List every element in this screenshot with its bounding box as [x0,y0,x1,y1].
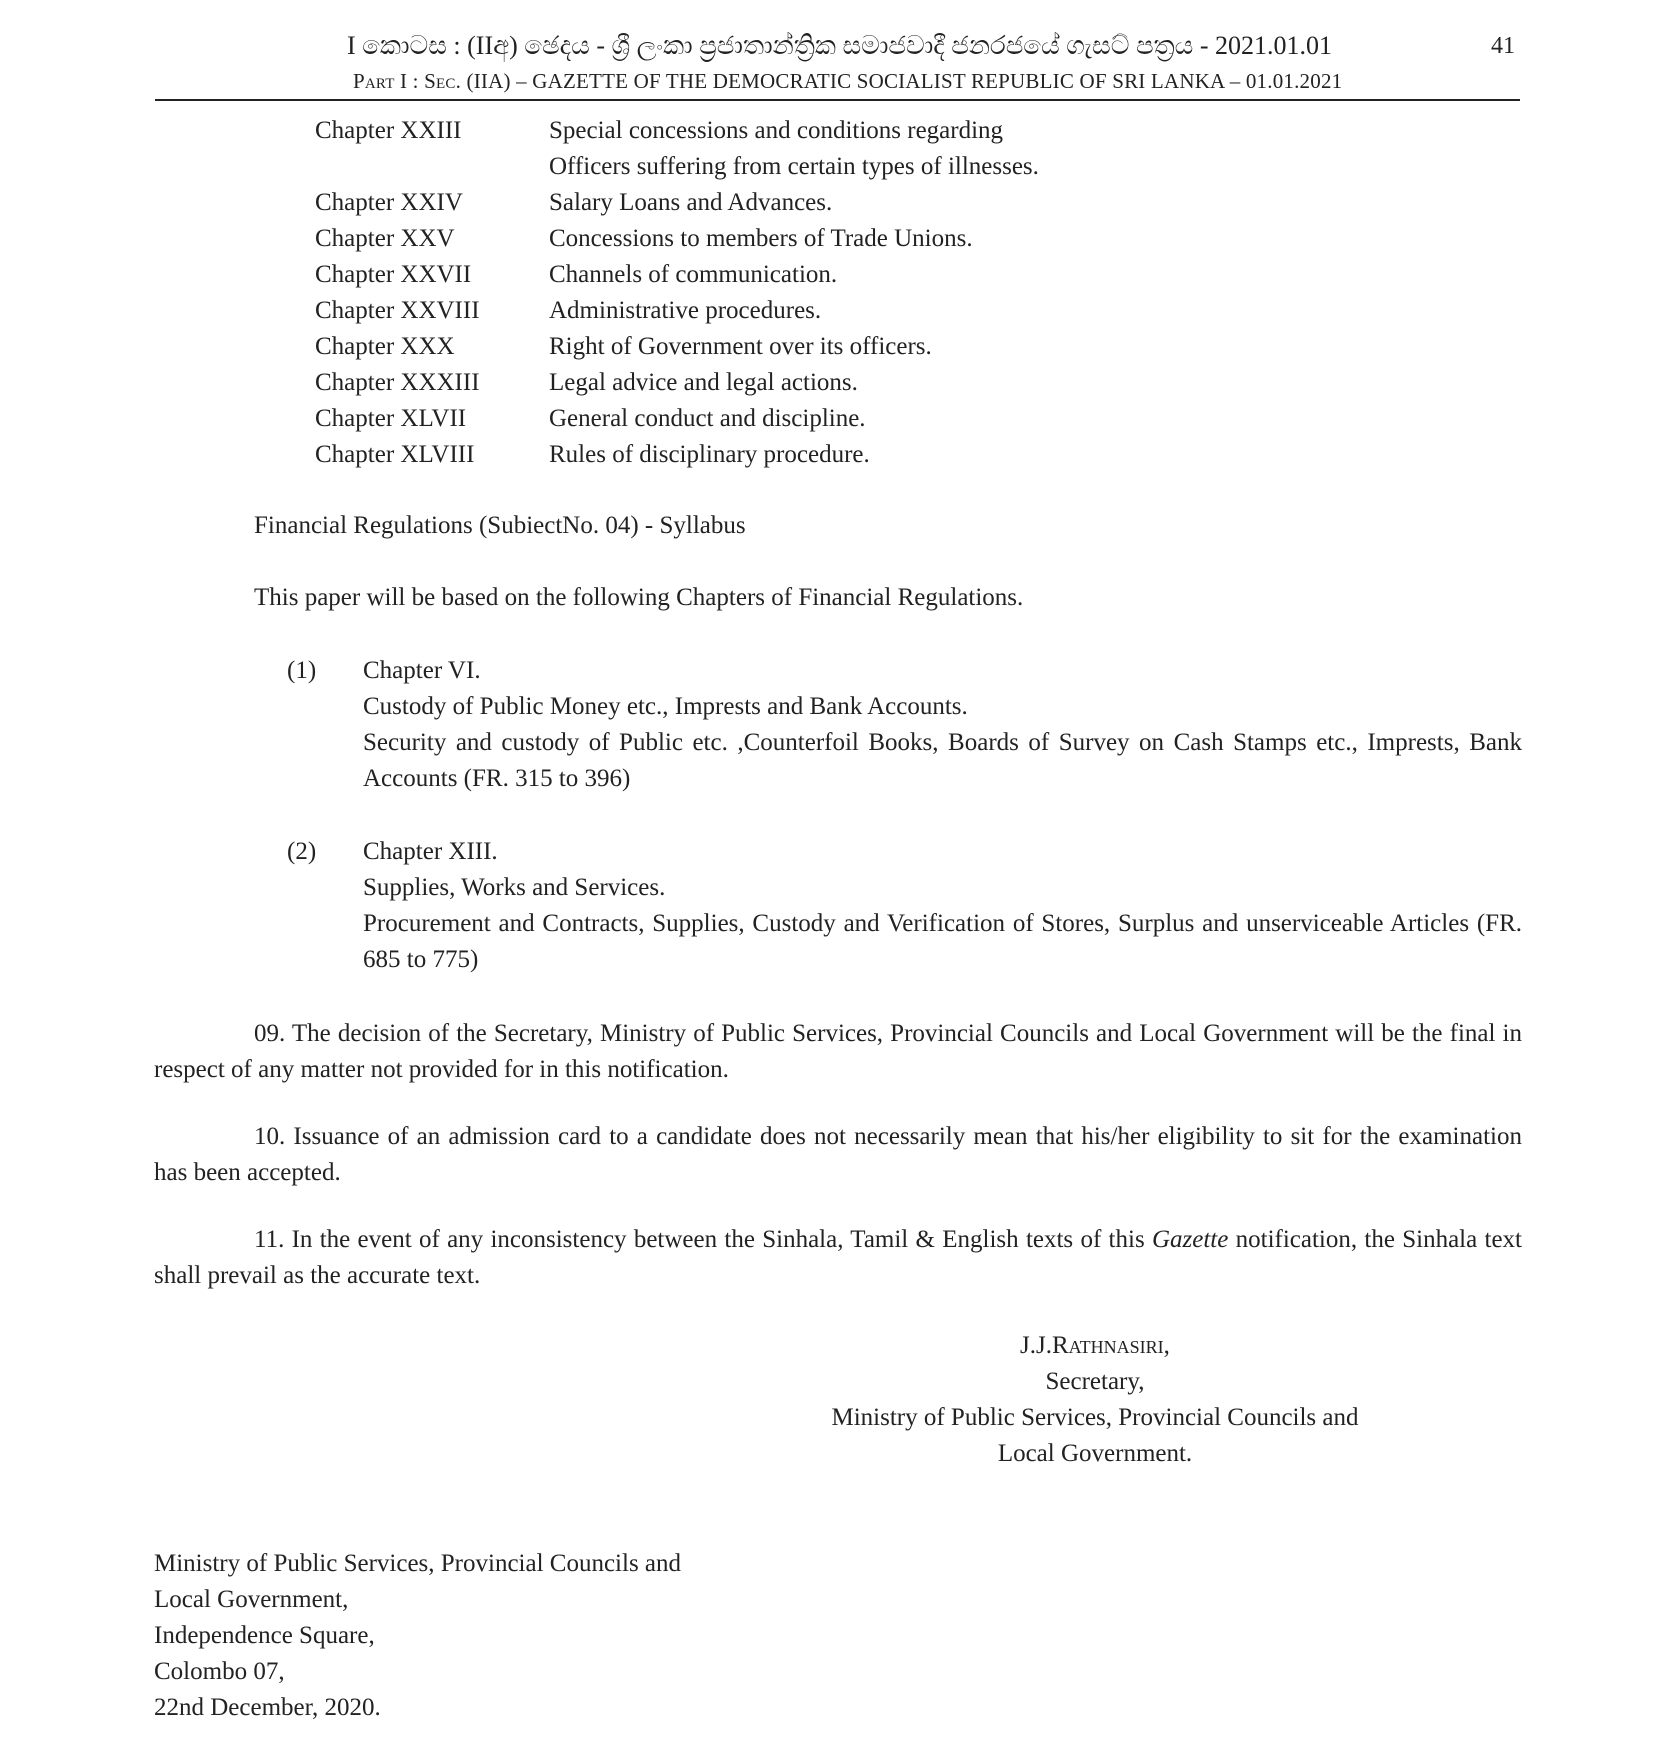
address-line: Local Government, [154,1586,349,1613]
chapter-description-line: Officers suffering from certain types of illnesses. [549,153,1039,180]
chapter-description: Channels of communication. [549,261,838,288]
chapter-description-line: Special concessions and conditions regarding [549,117,1004,144]
chapter-description: Rules of disciplinary procedure. [549,441,870,468]
chapter-description: General conduct and discipline. [549,405,866,432]
paragraph-09: 09. The decision of the Secretary, Ministry of Public Services, Provincial Councils and Local Government will be the final in respect of any matter not provided for in this notification. [154,1020,1522,1083]
header-sec-label: Sec. [424,69,462,93]
signatory-title: Secretary, [1045,1368,1145,1395]
chapter-row [315,329,1215,365]
chapter-number: Chapter XXV [315,225,455,252]
paragraph-11-text-start: 11. In the event of any inconsistency between the Sinhala, Tamil & English texts of this [254,1226,1152,1253]
paragraph-10: 10. Issuance of an admission card to a candidate does not necessarily mean that his/her eligibility to sit for the examination has been accepted. [154,1123,1522,1186]
signatory-org-line: Ministry of Public Services, Provincial Councils and [831,1404,1359,1431]
chapter-description: Salary Loans and Advances. [549,189,833,216]
address-date: 22nd December, 2020. [154,1694,381,1721]
chapter-row [315,401,1215,437]
syllabus-item-details: Procurement and Contracts, Supplies, Custody and Verification of Stores, Surplus and unserviceable Articles (FR. 685 to 775) [363,910,1522,973]
paragraph-11-text-end: notification, the Sinhala text shall prevail as the accurate text. [154,1226,1522,1289]
header-english-rest: (IIA) – GAZETTE OF THE DEMOCRATIC SOCIALIST REPUBLIC OF SRI LANKA – 01.01.2021 [466,69,1343,93]
chapter-description [549,113,1215,185]
chapter-number: Chapter XXX [315,333,455,360]
header-english-line: Part I : Sec. (IIA) – GAZETTE OF THE DEMOCRATIC SOCIALIST REPUBLIC OF SRI LANKA – 01.01.2021 [353,69,1343,93]
chapter-row [315,221,1215,257]
financial-regulations-intro: This paper will be based on the following Chapters of Financial Regulations. [254,584,1024,611]
syllabus-item-details: Security and custody of Public etc. ,Counterfoil Books, Boards of Survey on Cash Stamps etc., Imprests, Bank Accounts (FR. 315 to 396) [363,729,1522,792]
paragraph-11 [154,1222,1522,1294]
chapter-row [315,257,1215,293]
chapter-description: Administrative procedures. [549,297,822,324]
address-block [154,1546,681,1726]
address-line: Independence Square, [154,1622,375,1649]
syllabus-item-title: Supplies, Works and Services. [363,874,666,901]
syllabus-item-body [363,653,1522,797]
chapter-number: Chapter XXIV [315,189,463,216]
syllabus-item-title: Custody of Public Money etc., Imprests and Bank Accounts. [363,693,968,720]
chapter-row [315,437,1215,473]
chapter-row [315,365,1215,401]
signatory-org-line: Local Government. [997,1440,1193,1467]
header-sinhala-line: I කොටස : (IIඅ) ඡෙදය - ශ්‍රී ලංකා ප්‍රජාතාන්ත්‍රික සමාජවාදී ජනරජයේ ගැසට් පත්‍රය - 2021.01.01 [347,31,1333,60]
chapter-description: Right of Government over its officers. [549,333,932,360]
chapter-row [315,293,1215,329]
chapter-number: Chapter XLVII [315,405,467,432]
signature-block [780,1328,1410,1472]
syllabus-item-number: (1) [287,657,317,684]
chapter-number: Chapter XXIII [315,117,462,144]
financial-regulations-heading: Financial Regulations (SubiectNo. 04) - Syllabus [254,512,746,539]
chapter-number: Chapter XXXIII [315,369,480,396]
chapter-number: Chapter XXVII [315,261,472,288]
chapter-row [315,185,1215,221]
chapter-row [315,113,1215,185]
header-divider [155,99,1520,101]
header-part-label: Part I [353,69,408,93]
address-line: Colombo 07, [154,1658,285,1685]
page-number: 41 [1491,33,1515,59]
chapter-number: Chapter XXVIII [315,297,480,324]
chapter-description: Legal advice and legal actions. [549,369,858,396]
signatory-name: J.J.Rathnasiri, [1020,1332,1170,1359]
syllabus-item-body [363,834,1522,978]
paragraph-11-gazette-italic: Gazette [1151,1226,1229,1253]
syllabus-item-chapter: Chapter XIII. [363,838,498,865]
chapter-description: Concessions to members of Trade Unions. [549,225,973,252]
syllabus-item-number: (2) [287,838,317,865]
address-line: Ministry of Public Services, Provincial Councils and [154,1550,682,1577]
syllabus-item-chapter: Chapter VI. [363,657,481,684]
chapter-list [315,113,1215,473]
chapter-number: Chapter XLVIII [315,441,475,468]
